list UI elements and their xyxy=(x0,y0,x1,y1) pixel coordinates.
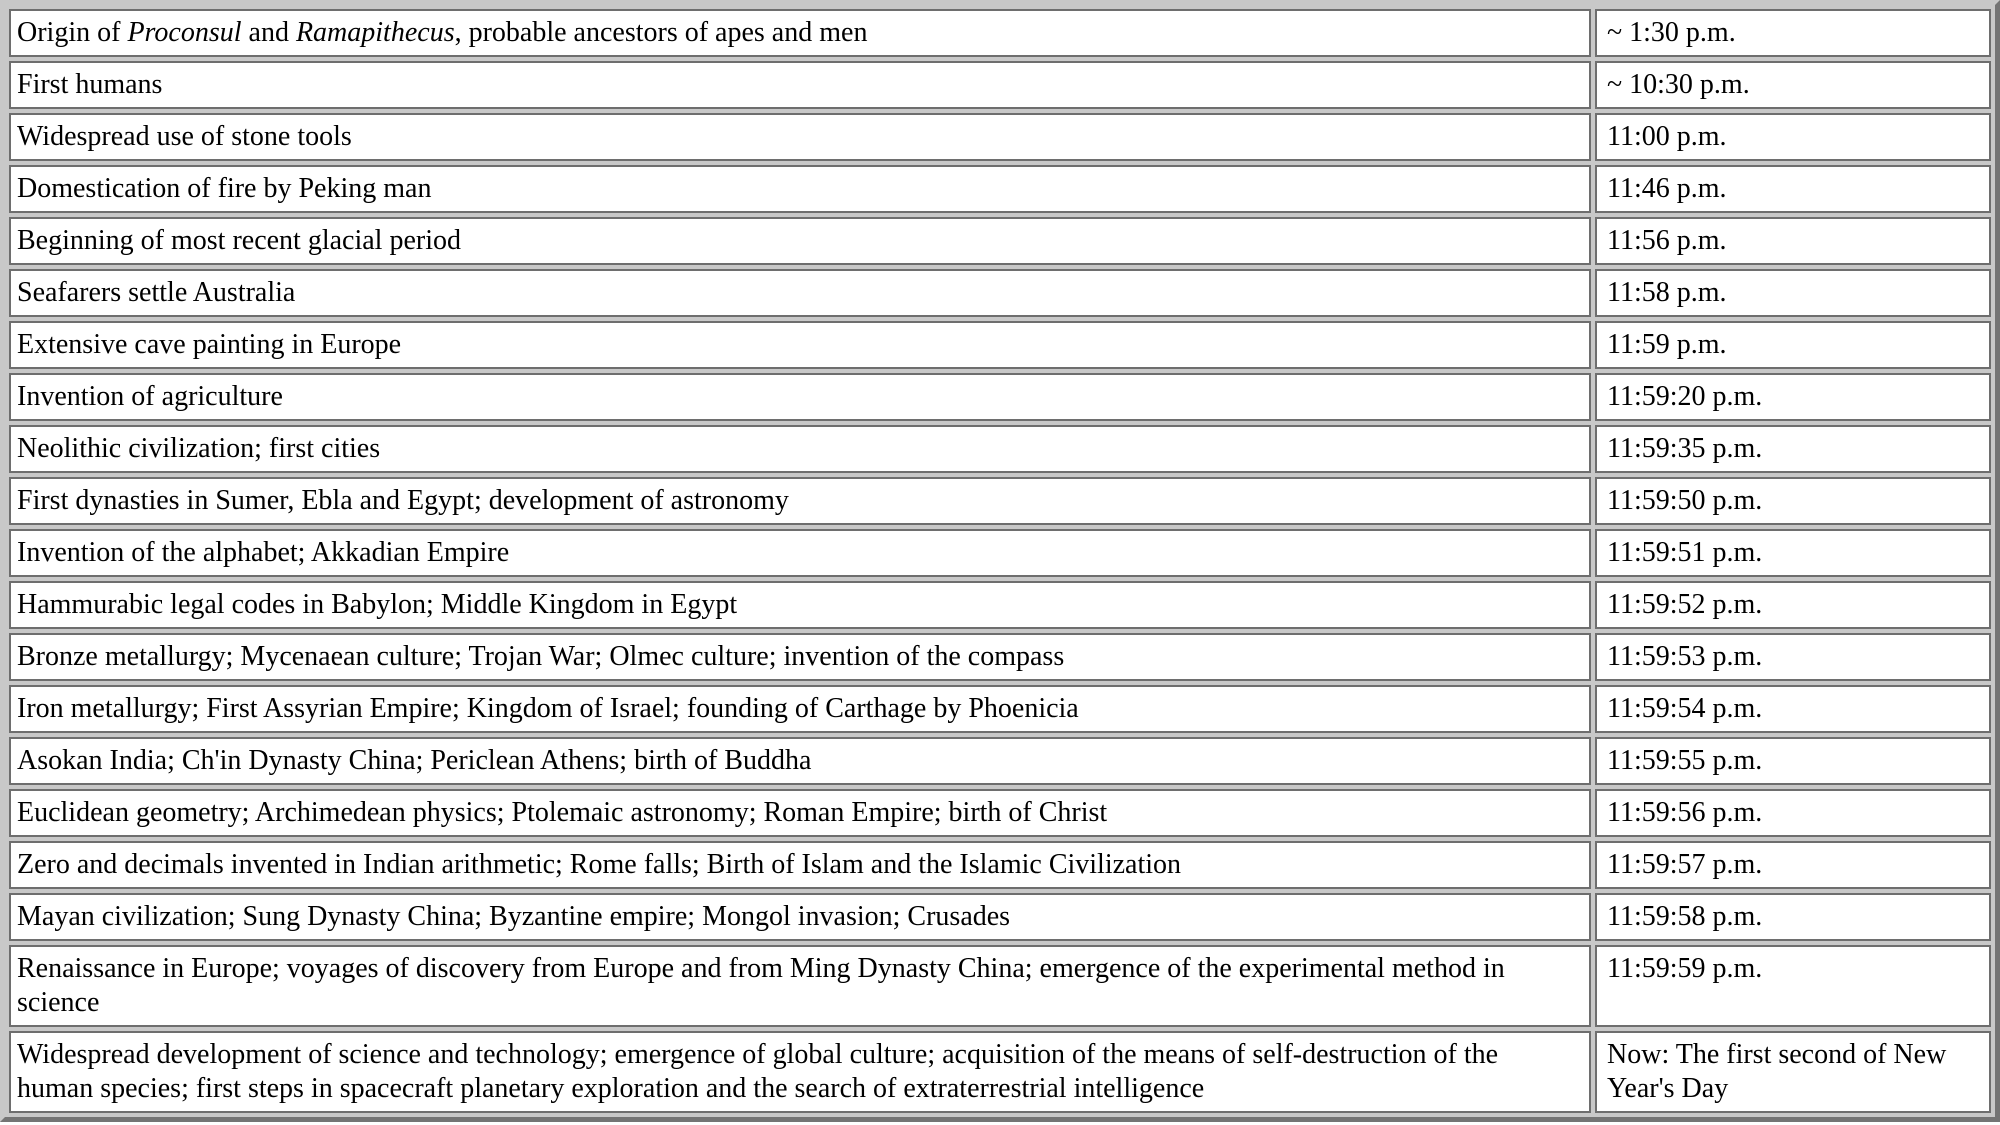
time-cell: 11:59:55 p.m. xyxy=(1595,737,1991,785)
event-text: First humans xyxy=(17,69,163,100)
time-cell: Now: The first second of New Year's Day xyxy=(1595,1031,1991,1113)
table-row xyxy=(9,893,1991,941)
event-cell xyxy=(9,841,1591,889)
event-text: Widespread development of science and technology; emergence of global culture; acquisition of the means of self-destruction of the human species; first steps in spacecraft planetary exploration and the search of extraterrestrial intelligence xyxy=(17,1039,1499,1104)
event-cell xyxy=(9,685,1591,733)
event-text: Widespread use of stone tools xyxy=(17,121,352,152)
event-text: , probable ancestors of apes and men xyxy=(454,17,868,48)
event-text: Invention of the alphabet; Akkadian Empire xyxy=(17,537,510,568)
event-cell xyxy=(9,217,1591,265)
time-cell: 11:59:52 p.m. xyxy=(1595,581,1991,629)
event-cell xyxy=(9,633,1591,681)
time-cell: 11:59:20 p.m. xyxy=(1595,373,1991,421)
event-text: Domestication of fire by Peking man xyxy=(17,173,432,204)
event-text: Neolithic civilization; first cities xyxy=(17,433,381,464)
table-row xyxy=(9,9,1991,57)
event-text: Zero and decimals invented in Indian arithmetic; Rome falls; Birth of Islam and the Islamic Civilization xyxy=(17,849,1182,880)
time-cell: ~ 1:30 p.m. xyxy=(1595,9,1991,57)
event-text: Iron metallurgy; First Assyrian Empire; Kingdom of Israel; founding of Carthage by Phoenicia xyxy=(17,693,1079,724)
table-row xyxy=(9,269,1991,317)
table-row xyxy=(9,737,1991,785)
species-name-italic: Proconsul xyxy=(127,17,242,48)
time-cell: 11:59:57 p.m. xyxy=(1595,841,1991,889)
table-row xyxy=(9,61,1991,109)
event-text: Renaissance in Europe; voyages of discovery from Europe and from Ming Dynasty China; emergence of the experimental method in science xyxy=(17,953,1505,1018)
event-text: Mayan civilization; Sung Dynasty China; Byzantine empire; Mongol invasion; Crusades xyxy=(17,901,1011,932)
event-text: Hammurabic legal codes in Babylon; Middle Kingdom in Egypt xyxy=(17,589,738,620)
table-row xyxy=(9,165,1991,213)
event-text: Extensive cave painting in Europe xyxy=(17,329,402,360)
event-cell xyxy=(9,789,1591,837)
event-text: Asokan India; Ch'in Dynasty China; Periclean Athens; birth of Buddha xyxy=(17,745,812,776)
event-text: Beginning of most recent glacial period xyxy=(17,225,461,256)
time-cell: 11:59:51 p.m. xyxy=(1595,529,1991,577)
event-text: and xyxy=(241,17,296,48)
time-cell: 11:59:35 p.m. xyxy=(1595,425,1991,473)
time-cell: ~ 10:30 p.m. xyxy=(1595,61,1991,109)
table-row xyxy=(9,633,1991,681)
event-cell xyxy=(9,477,1591,525)
time-cell: 11:59:56 p.m. xyxy=(1595,789,1991,837)
table-row xyxy=(9,1031,1991,1113)
time-cell: 11:59:59 p.m. xyxy=(1595,945,1991,1027)
event-cell xyxy=(9,893,1591,941)
table-row xyxy=(9,945,1991,1027)
time-cell: 11:56 p.m. xyxy=(1595,217,1991,265)
event-cell xyxy=(9,321,1591,369)
event-cell xyxy=(9,373,1591,421)
event-cell xyxy=(9,529,1591,577)
table-row xyxy=(9,217,1991,265)
table-row xyxy=(9,113,1991,161)
table-row xyxy=(9,477,1991,525)
event-cell xyxy=(9,269,1591,317)
time-cell: 11:00 p.m. xyxy=(1595,113,1991,161)
event-text: Seafarers settle Australia xyxy=(17,277,296,308)
event-cell xyxy=(9,165,1591,213)
event-cell xyxy=(9,61,1591,109)
event-cell xyxy=(9,945,1591,1027)
table-row xyxy=(9,373,1991,421)
time-cell: 11:59:58 p.m. xyxy=(1595,893,1991,941)
event-cell xyxy=(9,581,1591,629)
time-cell: 11:59:50 p.m. xyxy=(1595,477,1991,525)
time-cell: 11:46 p.m. xyxy=(1595,165,1991,213)
event-text: Bronze metallurgy; Mycenaean culture; Trojan War; Olmec culture; invention of the compass xyxy=(17,641,1065,672)
table-row xyxy=(9,529,1991,577)
table-row xyxy=(9,789,1991,837)
event-cell xyxy=(9,737,1591,785)
time-cell: 11:59:53 p.m. xyxy=(1595,633,1991,681)
time-cell: 11:59 p.m. xyxy=(1595,321,1991,369)
event-text: Invention of agriculture xyxy=(17,381,283,412)
event-cell xyxy=(9,425,1591,473)
species-name-italic: Ramapithecus xyxy=(295,17,455,48)
table-body xyxy=(9,9,1991,1113)
event-cell xyxy=(9,113,1591,161)
time-cell: 11:59:54 p.m. xyxy=(1595,685,1991,733)
event-text: First dynasties in Sumer, Ebla and Egypt; development of astronomy xyxy=(17,485,789,516)
table-row xyxy=(9,581,1991,629)
event-text: Euclidean geometry; Archimedean physics; Ptolemaic astronomy; Roman Empire; birth of Christ xyxy=(17,797,1108,828)
table-row xyxy=(9,685,1991,733)
event-cell xyxy=(9,1031,1591,1113)
table-row xyxy=(9,321,1991,369)
time-cell: 11:58 p.m. xyxy=(1595,269,1991,317)
table-row xyxy=(9,425,1991,473)
event-cell xyxy=(9,9,1591,57)
event-text: Origin of xyxy=(17,17,128,48)
table-row xyxy=(9,841,1991,889)
